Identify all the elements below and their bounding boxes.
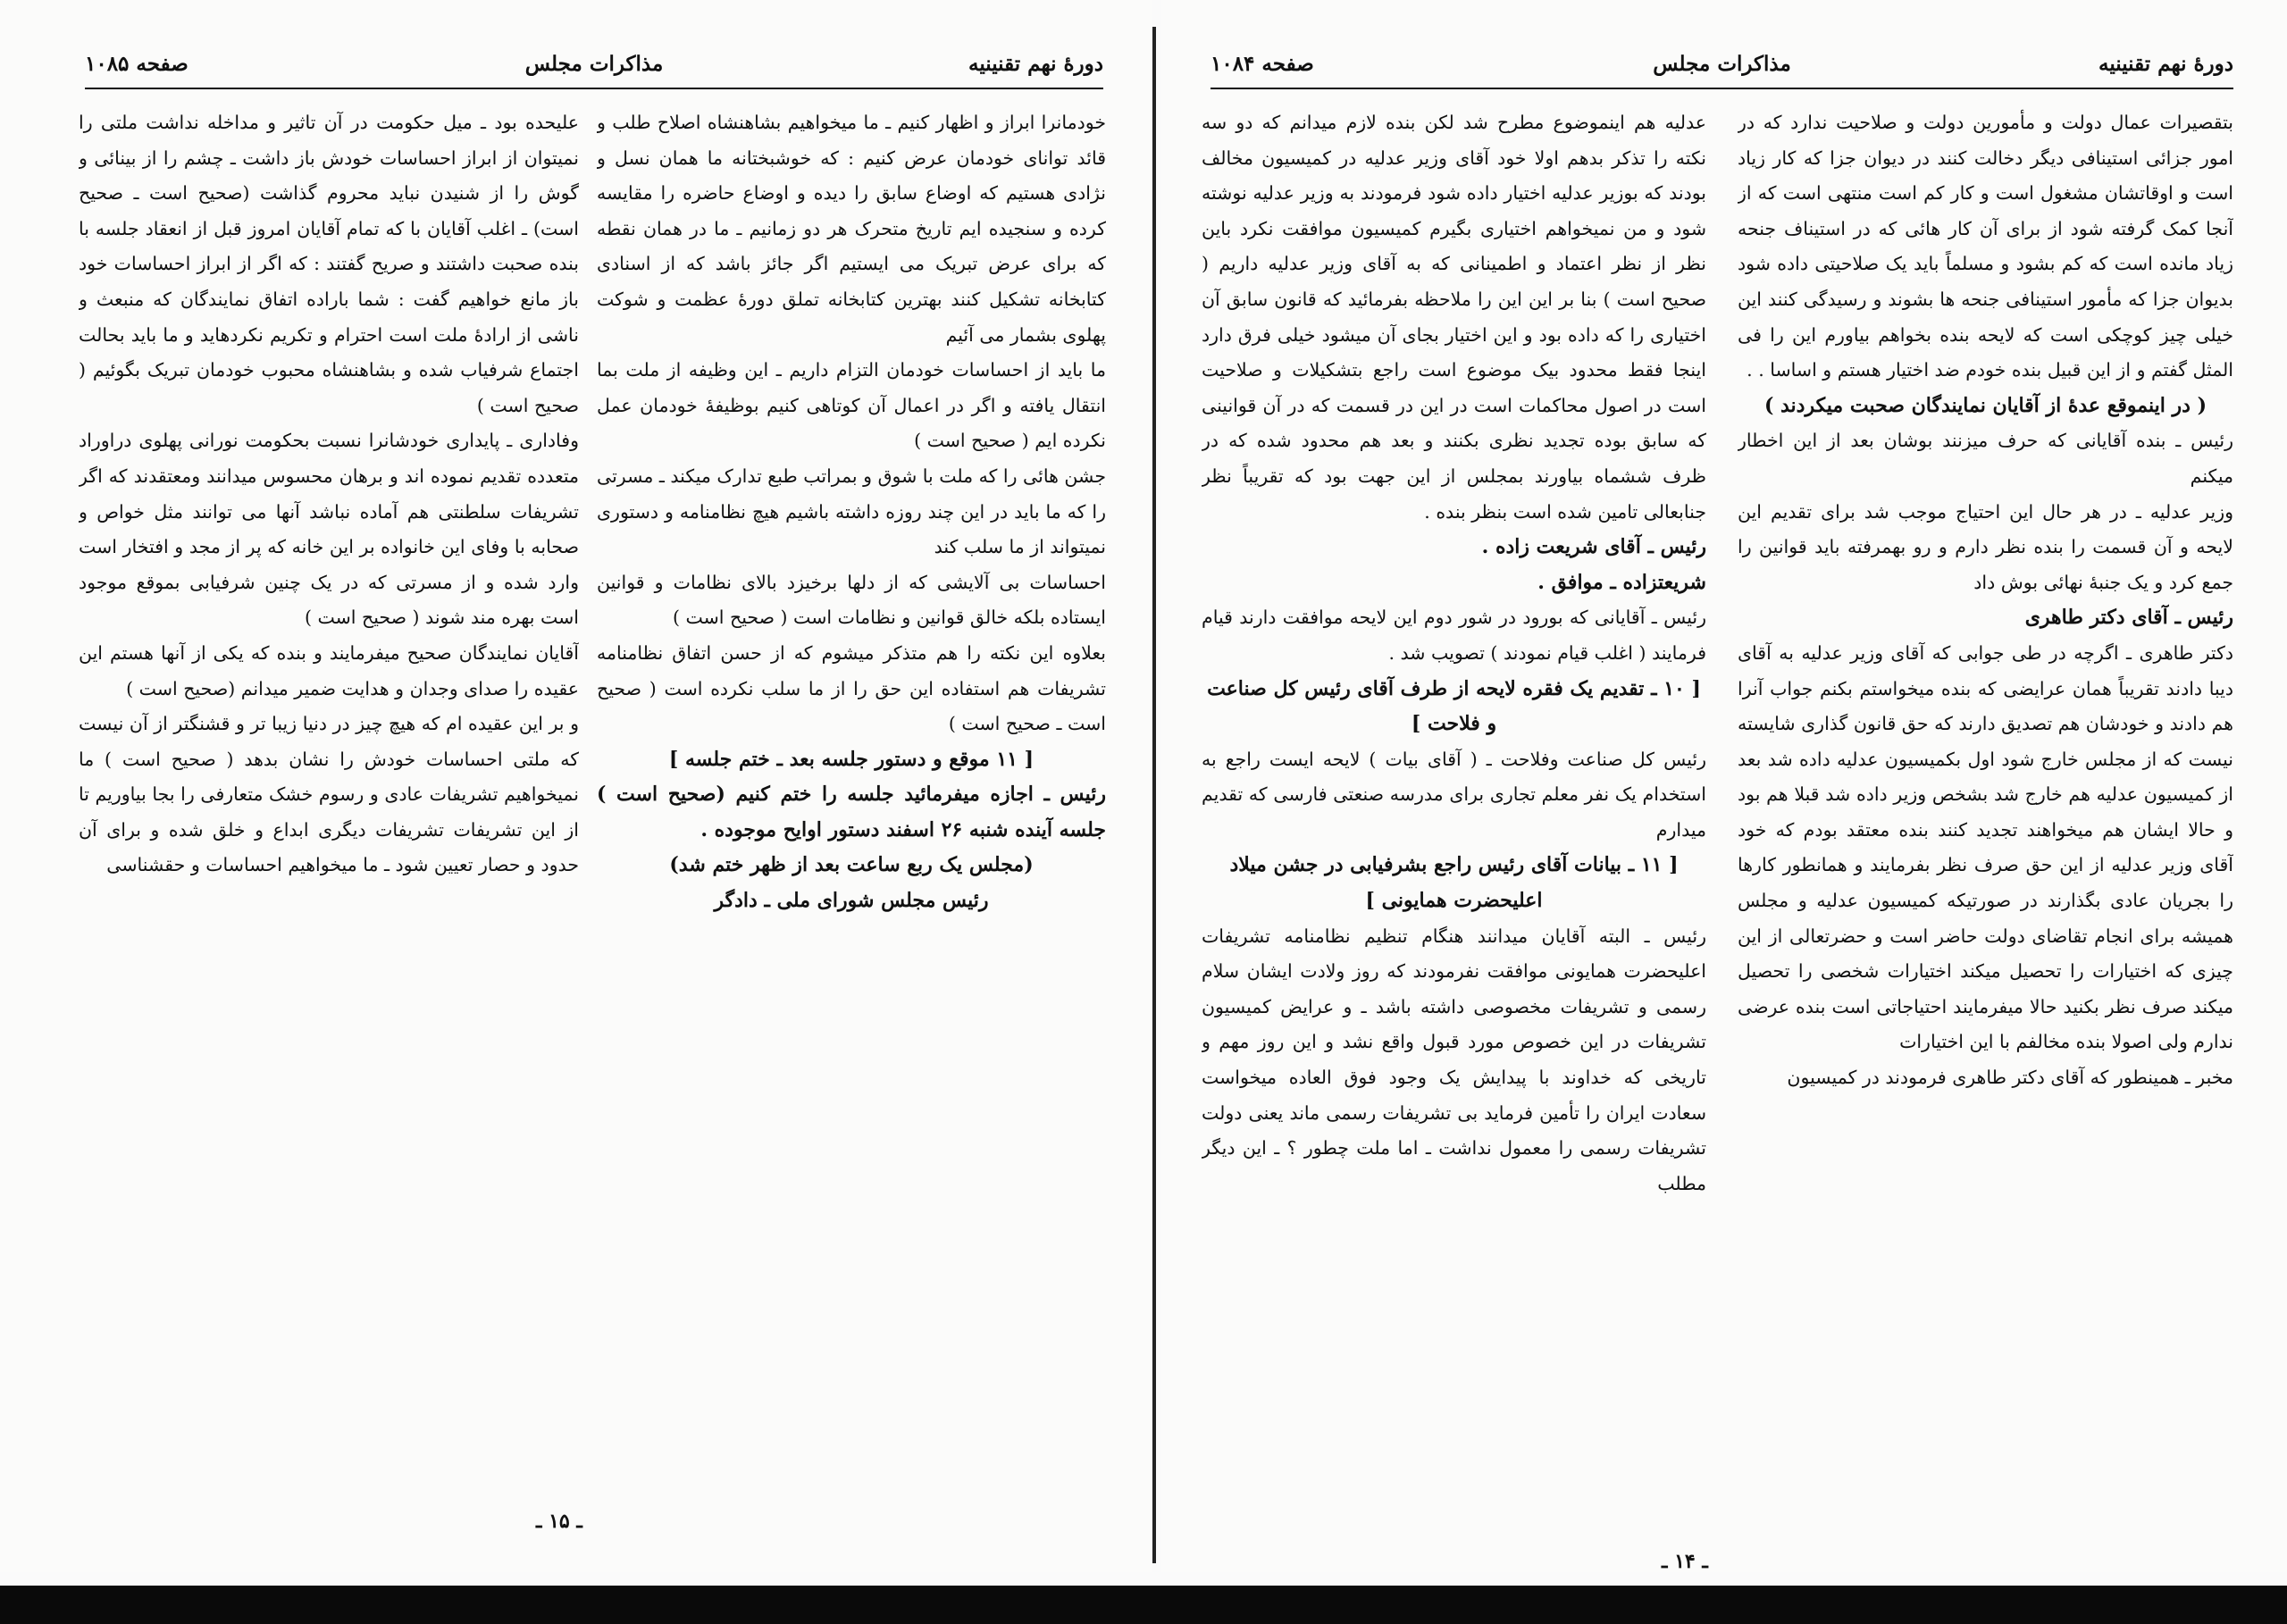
left-header-title: مذاکرات مجلس xyxy=(524,52,664,76)
paragraph: رئیس کل صناعت وفلاحت ـ ( آقای بیات ) لایحه ایست راجع به استخدام یک نفر معلم تجاری برای مدرسه صنعتی فارسی که تقدیم میدارم xyxy=(1202,748,1706,841)
paragraph: بعلاوه این نکته را هم متذکر میشوم که از حسن اتفاق نظامنامه تشریفات هم استفاده این حق را از ما سلب نکرده است ( صحیح است ـ صحیح است ) xyxy=(597,641,1106,735)
left-page-footer-number: ـ ۱۵ ـ xyxy=(536,1510,582,1533)
left-page xyxy=(0,0,1152,1572)
right-header-page-number: صفحه ۱۰۸۴ xyxy=(1211,52,1314,76)
section-heading: [ ۱۰ ـ تقدیم یک فقره لایحه از طرف آقای رئیس کل صناعت و فلاحت ] xyxy=(1207,676,1701,736)
section-heading: [ ۱۱ موقع و دستور جلسه بعد ـ ختم جلسه ] xyxy=(668,747,1035,771)
right-header-rule xyxy=(1211,88,2233,89)
left-header-rule xyxy=(85,88,1103,89)
signature: رئیس مجلس شورای ملی ـ دادگر xyxy=(714,889,989,913)
right-header-term: دورهٔ نهم تقنینیه xyxy=(2099,52,2233,76)
left-header-term: دورهٔ نهم تقنینیه xyxy=(968,52,1103,76)
paragraph: وزیر عدلیه ـ در هر حال این احتیاج موجب شد برای تقدیم این لایحه و آن قسمت را بنده نظر دارم و رو بهمرفته باید قوانین را جمع کرد و یک جنبهٔ نهائی بوش داد xyxy=(1738,500,2233,593)
right-page-header xyxy=(1211,52,2233,91)
left-page-header xyxy=(85,52,1103,91)
paragraph: رئیس ـ البته آقایان میدانند هنگام تنظیم نظامنامه تشریفات اعلیحضرت همایونی موافقت نفرمودند که روز ولادت ایشان سلام رسمی و تشریفات مخصوصی داشته باشد ـ و عرایض کمیسیون تشریفات در این خصوص مورد قبول واقع نشد و این روز مهم و تاریخی که خداوند با پیدایش یک وجود فوق العاده میخواست سعادت ایران را تأمین فرماید بی تشریفات رسمی ماند یعنی دولت تشریفات رسمی را معمول نداشت ـ اما ملت چطور ؟ ـ این دیگر مطلب xyxy=(1202,925,1706,1194)
right-page-column-left xyxy=(1202,105,1706,1535)
book-spine xyxy=(1152,27,1156,1563)
paragraph: رئیس ـ بنده آقایانی که حرف میزنند بوشان بعد از این اخطار میکنم xyxy=(1738,430,2233,487)
paragraph: خودمانرا ابراز و اظهار کنیم ـ ما میخواهیم بشاهنشاه اصلاح طلب و قائد توانای خودمان عرض کنیم : که خوشبختانه ما همان نسل و نژادی هستیم که اوضاع سابق را دیده و اوضاع حاضره را مقایسه کرده و سنجیده ایم تاریخ متحرک هر دو زمانیم ـ ما در همان نقطه که برای عرض تبریک می ایستیم اگر جائز باشد که از اسنادی کتابخانه تشکیل کنند بهترین کتابخانه تملق دورهٔ عظمت و شوکت پهلوی بشمار می آئیم xyxy=(597,112,1106,346)
paragraph: وفاداری ـ پایداری خودشانرا نسبت بحکومت نورانی پهلوی دراوراد متعدده تقدیم نموده اند و برهان محسوس میدانند ومعتقدند که اگر تشریفات سلطنتی هم آماده نباشد آنها می توانند مثل خواص و صحابه با وفای این خانواده بر این خانه که پر از مجد و افتخار است وارد شده و از مسرتی که در یک چنین شرفیابی بموقع موجود است بهره مند شوند ( صحیح است ) xyxy=(79,430,579,629)
speaker-line: شریعتزاده ـ موافق . xyxy=(1537,570,1706,594)
speaker-line: رئیس ـ آقای شریعت زاده . xyxy=(1481,535,1706,559)
paragraph: رئیس ـ اجازه میفرمائید جلسه را ختم کنیم (صحیح است ) جلسه آینده شنبه ۲۶ اسفند دستور اوایح موجوده . xyxy=(597,783,1106,841)
paragraph: احساسات بی آلایشی که از دلها برخیزد بالای نظامات و قوانین ایستاده بلکه خالق قوانین و نظامات است ( صحیح است ) xyxy=(597,571,1106,629)
right-header-title: مذاکرات مجلس xyxy=(1653,52,1791,76)
right-page-column-right xyxy=(1738,105,2233,1535)
right-page-footer-number: ـ ۱۴ ـ xyxy=(1662,1550,1708,1572)
section-heading: [ ۱۱ ـ بیانات آقای رئیس راجع بشرفیابی در جشن میلاد اعلیحضرت همایونی ] xyxy=(1229,853,1679,913)
parenthetical-note: ( در اینموقع عدهٔ از آقایان نمایندگان صحبت میکردند ) xyxy=(1763,393,2207,417)
paragraph: ما باید از احساسات خودمان التزام داریم ـ این وظیفه از ملت بما انتقال یافته و اگر در اعمال آن کوتاهی کنیم بوظیفهٔ خودمان عمل نکرده ایم ( صحیح است ) xyxy=(597,359,1106,452)
right-page xyxy=(1161,0,2287,1572)
paragraph: علیحده بود ـ میل حکومت در آن تاثیر و مداخله نداشت ملتی را نمیتوان از ابراز احساسات خودش باز داشت ـ چشم را از بینائی و گوش را از شنیدن نباید محروم گذاشت (صحیح است ـ صحیح است) ـ اغلب آقایان با که تمام آقایان امروز قبل از انعقاد جلسه با بنده صحبت داشتند و صریح گفتند : که اگر از ابراز احساسات خود باز مانع خواهیم گفت : شما باراده اتفاق نمایندگان که منبعث و ناشی از ارادهٔ ملت است احترام و تکریم نکردهاید و ما باید بحالت اجتماع شرفیاب شده و بشاهنشاه محبوب خودمان تبریک بگوئیم ( صحیح است ) xyxy=(79,112,579,416)
left-page-column-left xyxy=(79,105,579,1535)
paragraph: رئیس ـ آقایانی که بورود در شور دوم این لایحه موافقت دارند قیام فرمایند ( اغلب قیام نمودند ) تصویب شد . xyxy=(1202,607,1706,664)
paragraph: دکتر طاهری ـ اگرچه در طی جوابی که آقای وزیر عدلیه به آقای دیبا دادند تقریباً همان عرایضی که بنده میخواستم بکنم جواب آنرا هم دادند و خودشان هم تصدیق دارند که حق قانون گذاری شایسته نیست که از مجلس خارج شود اول بکمیسیون عدلیه داده شد بعد از کمیسیون عدلیه هم خارج شد بشخص وزیر داده شد قبلا هم بود و حالا ایشان هم میخواهند تجدید کنند بنده معتقد بودم که خود آقای وزیر عدلیه از این حق صرف نظر بفرمایند و همانطور کارها را بجریان عادی بگذارند در صورتیکه کمیسیون عدلیه و مجلس همیشه برای انجام تقاضای دولت حاضر است و حضرتعالی از این چیزی که اختیارات را تحصیل میکند اختیارات شخصی را تحصیل میکند صرف نظر بکنید حالا میفرمایند احتیاجاتی است بنده عرضی ندارم ولی اصولا بنده مخالفم با این اختیارات xyxy=(1738,641,2233,1053)
paragraph: و بر این عقیده ام که هیچ چیز در دنیا زیبا تر و قشنگتر از آن نیست که ملتی احساسات خودش را نشان بدهد ( صحیح است ) ما نمیخواهیم تشریفات عادی و رسوم خشک متعارفی را بجا بیاوریم تا از این تشریفات تشریفات دیگری ابداع و خلق شده و برای آن حدود و حصار تعیین شود ـ ما میخواهیم احساسات و حقشناسی xyxy=(79,713,579,876)
left-page-column-right xyxy=(597,105,1106,1535)
speaker-line: رئیس ـ آقای دکتر طاهری xyxy=(2024,606,2233,630)
left-header-page-number: صفحه ۱۰۸۵ xyxy=(85,52,188,76)
paragraph: بتقصیرات عمال دولت و مأمورین دولت و صلاحیت ندارد که در امور جزائی استینافی دیگر دخالت کنند در دیوان جزا که کار زیاد است و اوقاتشان مشغول است و کار کم است منتهی است که از آنجا کمک گرفته شود از برای آن کار هائی که در استیناف جنحه زیاد مانده است که کم بشود و مسلماً باید یک صلاحیتی داده شود بدیوان جزا که مأمور استینافی جنحه ها بشوند و رسیدگی کنند این خیلی چیز کوچکی است که لایحه بنده بخواهم بیاورم این را فی المثل گفتم و از این قبیل بنده خودم ضد اختیار هستم و اساسا . . xyxy=(1738,112,2233,381)
paragraph: مخبر ـ همینطور که آقای دکتر طاهری فرمودند در کمیسیون xyxy=(1787,1067,2233,1089)
paragraph: جشن هائی را که ملت با شوق و بمراتب طبع تدارک میکند ـ مسرتی را که ما باید در این چند روزه داشته باشیم هیچ نظامنامه و دستوری نمیتواند از ما سلب کند xyxy=(597,465,1106,558)
scan-bottom-edge xyxy=(0,1586,2287,1624)
paragraph: عدلیه هم اینموضوع مطرح شد لکن بنده لازم میدانم که دو سه نکته را تذکر بدهم اولا خود آقای وزیر عدلیه در کمیسیون مخالف بودند که بوزیر عدلیه اختیار داده شود فرمودند به وزیر عدلیه نوشته شود و من نمیخواهم اختیاری بگیرم کمیسیون موافقت نکرد باین نظر از نظر اعتماد و اطمینانی که به آقای وزیر عدلیه داریم ( صحیح است ) بنا بر این این را ملاحظه بفرمائید که قانون سابق آن اختیاری را که داده بود و این اختیار بجای آن میشود خیلی فرق دارد اینجا فقط محدود بیک موضوع است راجع بتشکیلات و صلاحیت است در اصول محاکمات است در این در قسمت که در آن قوانینی که سابق بوده تجدید نظری بکنند و بعد هم محدود شده که در ظرف ششماه بیاورند بمجلس از این جهت بود که تقریباً نظر جنابعالی تامین شده است بنظر بنده . xyxy=(1202,112,1706,523)
paragraph: آقایان نمایندگان صحیح میفرمایند و بنده که یکی از آنها هستم این عقیده را صدای وجدان و هدایت ضمیر میدانم (صحیح است ) xyxy=(79,641,579,699)
closing-note: (مجلس یک ربع ساعت بعد از ظهر ختم شد) xyxy=(669,853,1034,877)
